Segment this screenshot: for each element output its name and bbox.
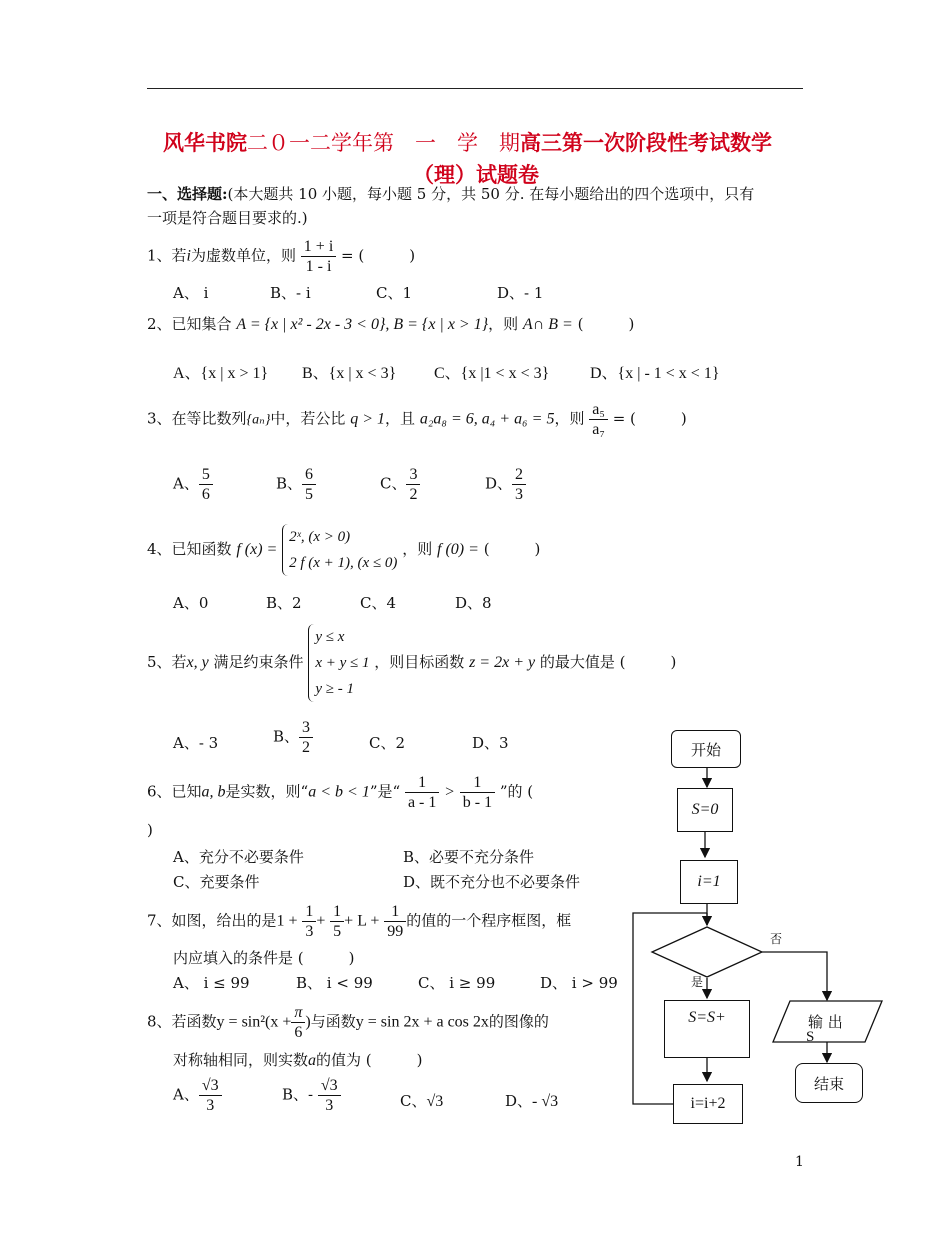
q8-option-d: D、- √3	[505, 1092, 559, 1110]
section-instructions-line2: 一项是符合题目要求的.)	[147, 209, 308, 227]
question-7: 7、如图，给出的是1 + $\frac{1}{3}$ + $\frac{1}{5}$ + L + $\frac{1}{99}$ 的值的一个程序框图，框	[147, 903, 572, 940]
q6-line2: )	[147, 821, 153, 839]
q2-option-c: C、{x |1 < x < 3}	[434, 365, 550, 382]
question-6: 6、已知a, b是实数，则“a < b < 1”是“ $\frac{1}{a - 1}$ > $\frac{1}{b - 1}$ ”的 (	[147, 774, 534, 811]
q4-option-a: A、0	[173, 594, 209, 612]
q8-option-c: C、√3	[400, 1092, 444, 1110]
question-8: 8、若函数y = sin²(x + $\frac{\pi}{6}$ )与函数y = sin 2x + a cos 2x的图像的	[147, 1004, 549, 1041]
q7-option-c: C、 i ≥ 99	[418, 974, 496, 992]
q3-option-d: D、 $\frac{2}{3}$	[485, 465, 526, 504]
flowchart-yes-label: 是	[691, 975, 704, 989]
q1-option-a: A、 i	[173, 284, 209, 302]
q1-option-b: B、- i	[270, 284, 311, 302]
q3-option-b: B、 $\frac{6}{5}$	[276, 465, 316, 504]
q1-option-d: D、- 1	[497, 284, 544, 302]
flowchart-body: S=S+	[664, 1000, 750, 1058]
flowchart-i-init: i=1	[680, 860, 738, 904]
flowchart-increment: i=i+2	[673, 1084, 743, 1124]
q8-line2: 对称轴相同，则实数a的值为 ( )	[173, 1051, 423, 1069]
q5-option-b: B、 $\frac{3}{2}$	[273, 718, 313, 757]
flowchart-s-init: S=0	[677, 788, 733, 832]
q1-option-c: C、1	[376, 284, 413, 302]
question-2: 2、已知集合 A = {x | x² - 2x - 3 < 0}, B = {x | x > 1}，则 A∩ B = ( )	[147, 315, 635, 333]
q3-option-c: C、 $\frac{3}{2}$	[380, 465, 420, 504]
q4-option-d: D、8	[455, 594, 492, 612]
page-number: 1	[795, 1154, 804, 1170]
q6-option-b: B、必要不充分条件	[403, 848, 535, 866]
q7-option-b: B、 i < 99	[296, 974, 373, 992]
q2-option-d: D、{x | - 1 < x < 1}	[590, 365, 720, 382]
q8-option-b: B、- $\frac{√3}{3}$	[282, 1076, 341, 1115]
q3-fraction: $\frac{\text{a₅}}{\text{a₇}}$	[589, 400, 608, 439]
q7-line2: 内应填入的条件是 ( )	[173, 949, 355, 967]
q2-option-a: A、{x | x > 1}	[173, 365, 269, 382]
q7-option-a: A、 i ≤ 99	[173, 974, 250, 992]
q6-option-a: A、充分不必要条件	[173, 848, 304, 866]
q4-option-b: B、2	[266, 594, 302, 612]
q7-option-d: D、 i > 99	[540, 974, 618, 992]
question-3: 3、在等比数列{aₙ}中，若公比 q > 1，且 a₂a₈ = 6, a₄ + a₆ = 5，则 $\frac{\text{a₅}}{\text{a₇}}$ = ( )	[147, 401, 687, 438]
flowchart-decision	[652, 927, 762, 977]
q2-option-b: B、{x | x < 3}	[302, 365, 397, 382]
q4-option-c: C、4	[360, 594, 397, 612]
q1-fraction: $\frac{1 + i}{1 - i}$	[301, 237, 336, 276]
flowchart-start: 开始	[671, 730, 741, 768]
question-5: 5、若x, y 满足约束条件 y ≤ x x + y ≤ 1 y ≥ - 1 ，则目标函数 z = 2x + y 的最大值是 ( )	[147, 624, 676, 702]
q5-option-d: D、3	[472, 734, 509, 752]
q6-option-c: C、充要条件	[173, 873, 260, 891]
question-1: 1、若i为虚数单位，则 $\frac{1 + i}{1 - i}$ = ( )	[147, 238, 416, 275]
flowchart-output-label: 输 出	[808, 1013, 843, 1031]
page-title-line1: 风华书院二０一二学年第 一 学 期高三第一次阶段性考试数学	[163, 131, 772, 155]
q5-option-a: A、- 3	[173, 734, 219, 752]
q8-option-a: A、 $\frac{√3}{3}$	[173, 1076, 222, 1115]
flowchart-end: 结束	[795, 1063, 863, 1103]
flowchart-output-var: S	[806, 1029, 815, 1045]
q6-option-d: D、既不充分也不必要条件	[403, 873, 581, 891]
q5-option-c: C、2	[369, 734, 406, 752]
flowchart-no-label: 否	[770, 932, 783, 946]
q3-option-a: A、 $\frac{5}{6}$	[173, 465, 213, 504]
question-4: 4、已知函数 f (x) = 2ˣ, (x > 0) 2 f (x + 1), (x ≤ 0) ，则 f (0) = ( )	[147, 524, 540, 576]
section-instructions-line1: 一、选择题:(本大题共 10 小题，每小题 5 分，共 50 分. 在每小题给出的四个选项中，只有	[147, 185, 755, 203]
q4-piecewise: 2ˣ, (x > 0) 2 f (x + 1), (x ≤ 0)	[282, 524, 397, 576]
q5-constraints: y ≤ x x + y ≤ 1 y ≥ - 1	[308, 624, 369, 702]
page-title-line2: （理）试题卷	[413, 163, 539, 187]
